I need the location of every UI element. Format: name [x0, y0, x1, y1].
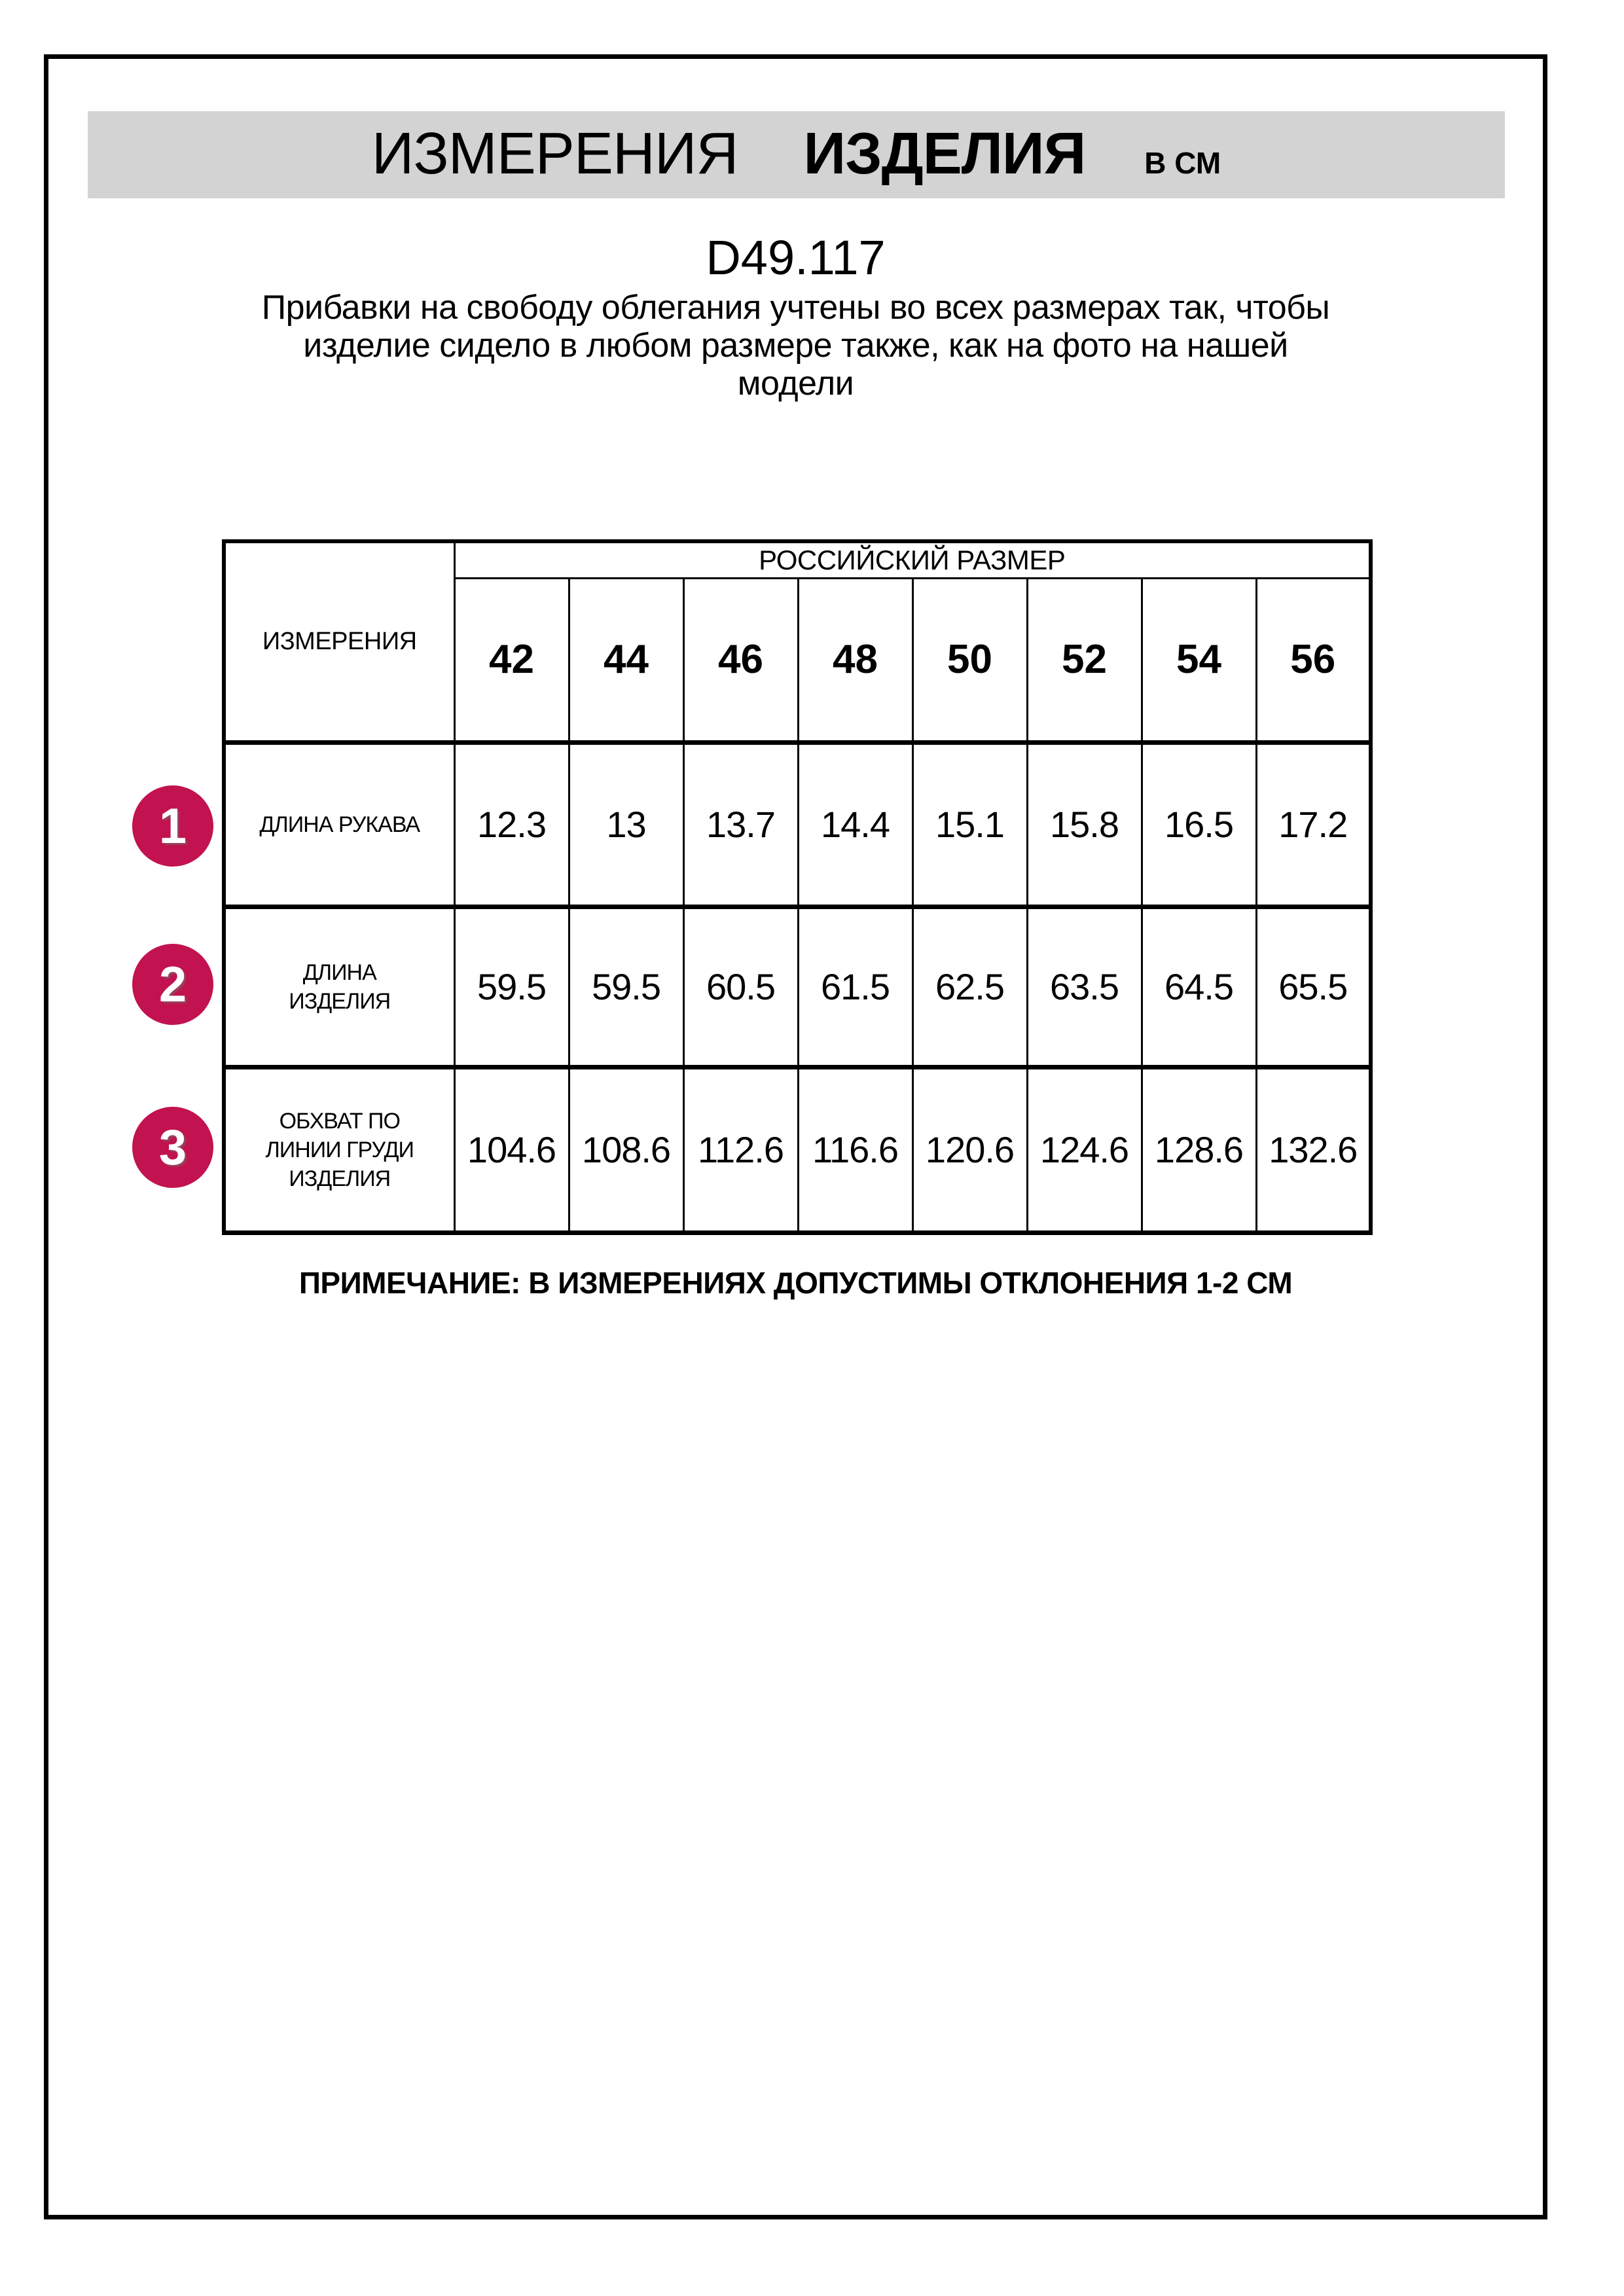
size-cell-44: 44 — [569, 578, 683, 742]
tolerance-note: ПРИМЕЧАНИЕ: В ИЗМЕРЕНИЯХ ДОПУСТИМЫ ОТКЛОНЕНИЯ 1-2 СМ — [298, 1266, 1293, 1300]
row-label-item-length: ДЛИНА ИЗДЕЛИЯ — [224, 906, 454, 1067]
value-cell: 14.4 — [798, 742, 912, 906]
value-cell: 65.5 — [1256, 906, 1371, 1067]
value-cell: 63.5 — [1027, 906, 1142, 1067]
value-cell: 64.5 — [1142, 906, 1256, 1067]
page-title-emphasis: ИЗДЕЛИЯ — [803, 121, 1086, 187]
size-cell-46: 46 — [683, 578, 798, 742]
page-title-main: ИЗМЕРЕНИЯ — [371, 121, 738, 187]
value-cell: 104.6 — [454, 1067, 569, 1232]
size-cell-54: 54 — [1142, 578, 1256, 742]
size-cell-56: 56 — [1256, 578, 1371, 742]
title-band — [88, 111, 1505, 198]
row-number-badge-1: 1 — [132, 785, 213, 867]
article-code: D49.117 — [706, 230, 886, 285]
size-cell-52: 52 — [1027, 578, 1142, 742]
value-cell: 16.5 — [1142, 742, 1256, 906]
value-cell: 15.8 — [1027, 742, 1142, 906]
table-row-group-header — [224, 541, 1371, 578]
value-cell: 120.6 — [912, 1067, 1027, 1232]
value-cell: 124.6 — [1027, 1067, 1142, 1232]
size-measurement-table — [222, 539, 1373, 1235]
value-cell: 132.6 — [1256, 1067, 1371, 1232]
value-cell: 116.6 — [798, 1067, 912, 1232]
value-cell: 12.3 — [454, 742, 569, 906]
intro-line-3: модели — [737, 365, 854, 403]
value-cell: 62.5 — [912, 906, 1027, 1067]
russian-size-header-cell: РОССИЙСКИЙ РАЗМЕР — [454, 541, 1371, 578]
size-cell-42: 42 — [454, 578, 569, 742]
intro-line-1: Прибавки на свободу облегания учтены во всех размерах так, чтобы — [261, 289, 1330, 327]
value-cell: 128.6 — [1142, 1067, 1256, 1232]
row-label-sleeve-length: ДЛИНА РУКАВА — [224, 742, 454, 906]
row-number-badge-3: 3 — [132, 1107, 213, 1188]
value-cell: 13 — [569, 742, 683, 906]
size-cell-48: 48 — [798, 578, 912, 742]
page-title-unit: В СМ — [1144, 146, 1221, 180]
value-cell: 60.5 — [683, 906, 798, 1067]
corner-header-cell: ИЗМЕРЕНИЯ — [224, 541, 454, 742]
value-cell: 59.5 — [569, 906, 683, 1067]
value-cell: 112.6 — [683, 1067, 798, 1232]
value-cell: 15.1 — [912, 742, 1027, 906]
intro-line-2: изделие сидело в любом размере также, как на фото на нашей — [303, 327, 1288, 365]
value-cell: 13.7 — [683, 742, 798, 906]
value-cell: 59.5 — [454, 906, 569, 1067]
table-row-sleeve-length — [224, 742, 1371, 906]
table-row-chest-girth — [224, 1067, 1371, 1232]
value-cell: 17.2 — [1256, 742, 1371, 906]
row-number-badge-2: 2 — [132, 944, 213, 1025]
intro-paragraph — [44, 289, 1547, 403]
size-cell-50: 50 — [912, 578, 1027, 742]
row-label-chest-girth: ОБХВАТ ПО ЛИНИИ ГРУДИ ИЗДЕЛИЯ — [224, 1067, 454, 1232]
value-cell: 108.6 — [569, 1067, 683, 1232]
table-row-item-length — [224, 906, 1371, 1067]
value-cell: 61.5 — [798, 906, 912, 1067]
